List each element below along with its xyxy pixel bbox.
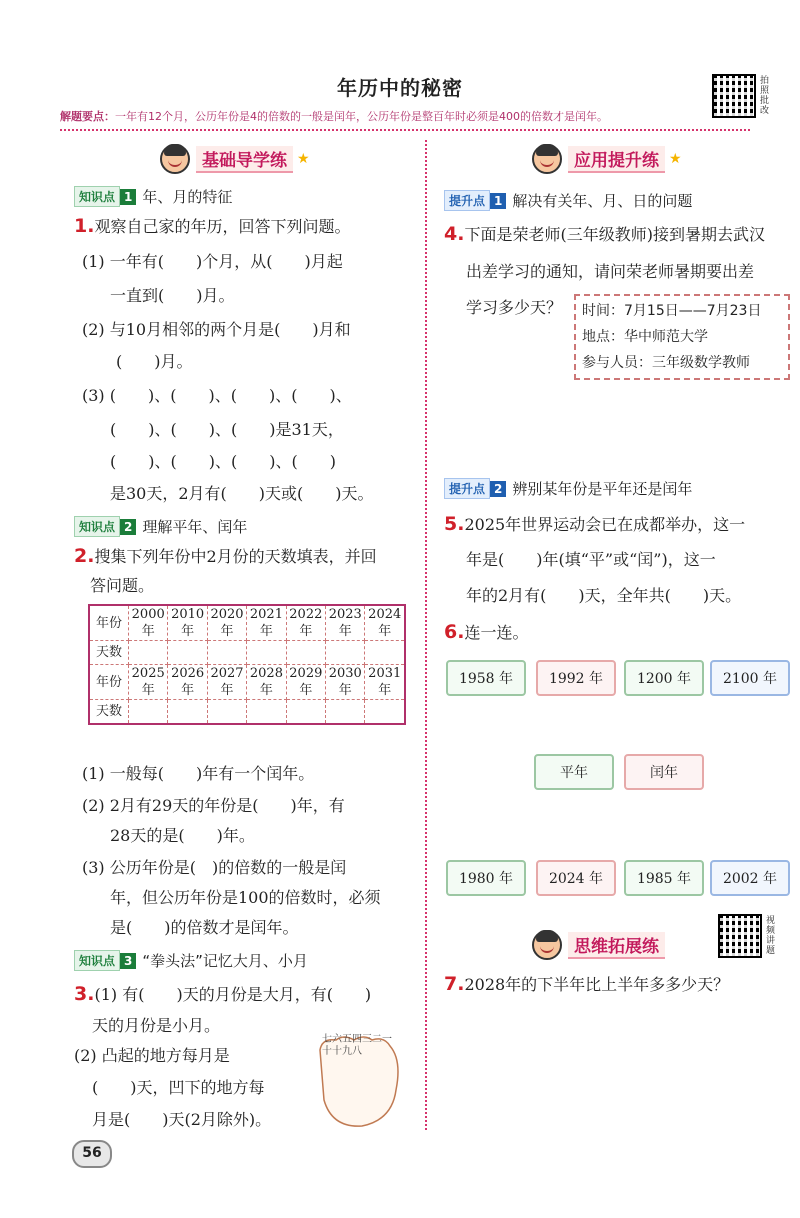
- q1-line: ( )月。: [116, 352, 193, 371]
- kp-text: “拳头法”记忆大月、小月: [142, 952, 308, 970]
- q1-stem-text: 观察自己家的年历，回答下列问题。: [94, 217, 351, 236]
- question-number: 5.: [444, 513, 465, 535]
- tp-text: 解决有关年、月、日的问题: [512, 192, 693, 210]
- kp-tag: 知识点: [74, 186, 120, 207]
- question-number: 2.: [74, 545, 95, 567]
- kp-num: 2: [120, 519, 136, 535]
- knowledge-point-1: [74, 186, 232, 207]
- year-cell: 2030 年: [326, 665, 365, 700]
- year-card[interactable]: 2100 年: [710, 660, 790, 696]
- star-icon: ★: [669, 151, 682, 167]
- notice-box: [574, 294, 790, 380]
- year-card[interactable]: 2002 年: [710, 860, 790, 896]
- q2-sub: 年，但公历年份是100的倍数时，必须: [110, 888, 381, 907]
- q5-line: [444, 514, 745, 535]
- section-extend-title: 思维拓展练: [568, 932, 665, 959]
- q3-line: ( )天，凹下的地方每: [92, 1078, 265, 1097]
- tp-tag: 提升点: [444, 190, 490, 211]
- kid-face-icon: [532, 144, 562, 174]
- q1-line: ( )、( )、( )是31天，: [110, 420, 344, 439]
- section-basic-title: 基础导学练: [196, 146, 293, 173]
- kp-tag: 知识点: [74, 950, 120, 971]
- knowledge-point-2: [74, 516, 247, 537]
- tips-text: 一年有12个月，公历年份是4的倍数的一般是闰年，公历年份是整百年时必须是400的倍数才是闰年。: [115, 110, 608, 123]
- qr-label: 视频讲题: [766, 916, 776, 956]
- q2-sub: (2) 2月有29天的年份是( )年，有: [82, 796, 345, 815]
- kid-face-icon: [160, 144, 190, 174]
- q3-text: (1) 有( )天的月份是大月，有( ): [94, 985, 372, 1004]
- year-cell: 2031 年: [365, 665, 405, 700]
- question-number: 7.: [444, 973, 465, 995]
- section-basic: [160, 142, 310, 176]
- section-applied: [532, 142, 682, 176]
- q6-text: 连一连。: [464, 623, 529, 642]
- section-applied-title: 应用提升练: [568, 146, 665, 173]
- row-header: 天数: [89, 700, 129, 725]
- tp-text: 辨别某年份是平年还是闰年: [512, 480, 693, 498]
- q5-text: 2025年世界运动会已在成都举办，这一: [464, 515, 746, 534]
- q1-line: (3) ( )、( )、( )、( )、: [82, 386, 352, 405]
- q5-line: 年的2月有( )天，全年共( )天。: [466, 586, 742, 605]
- q4-line: 出差学习的通知，请问荣老师暑期要出差: [466, 262, 755, 281]
- q2-sub: 28天的是( )年。: [110, 826, 255, 845]
- year-cell: 2025 年: [129, 665, 168, 700]
- year-cell: 2000 年: [129, 605, 168, 641]
- year-cell: 2024 年: [365, 605, 405, 641]
- q2-stem-text: 搜集下列年份中2月份的天数填表，并回: [94, 547, 377, 566]
- q1-line: 是30天，2月有( )天或( )天。: [110, 484, 374, 503]
- days-input-cell[interactable]: [207, 700, 246, 725]
- improvement-point-1: [444, 190, 692, 211]
- kp-text: 理解平年、闰年: [142, 518, 248, 536]
- q3-line: 月是( )天(2月除外)。: [92, 1110, 272, 1129]
- q4-line: 学习多少天？: [466, 298, 563, 317]
- days-input-cell[interactable]: [168, 700, 207, 725]
- year-card[interactable]: 2024 年: [536, 860, 616, 896]
- knowledge-point-3: [74, 950, 308, 971]
- q1-stem: [74, 216, 350, 237]
- q4-line: [444, 224, 765, 245]
- question-number: 6.: [444, 621, 465, 643]
- q1-line: (2) 与10月相邻的两个月是( )月和: [82, 320, 351, 339]
- year-cell: 2022 年: [286, 605, 325, 641]
- days-input-cell[interactable]: [168, 641, 207, 665]
- q7-text: 2028年的下半年比上半年多多少天？: [464, 975, 730, 994]
- solution-tips: [60, 108, 750, 131]
- q2-stem: [74, 546, 377, 567]
- q5-line: 年是( )年(填“平”或“闰”)，这一: [466, 550, 716, 569]
- column-divider: [425, 140, 427, 1130]
- days-input-cell[interactable]: [129, 641, 168, 665]
- days-input-cell[interactable]: [326, 641, 365, 665]
- tp-num: 2: [490, 481, 506, 497]
- page-number: 56: [72, 1140, 112, 1168]
- year-cell: 2029 年: [286, 665, 325, 700]
- q3-line: (2) 凸起的地方每月是: [74, 1046, 230, 1065]
- year-cell: 2021 年: [247, 605, 286, 641]
- kid-face-icon: [532, 930, 562, 960]
- notice-place: 地点：华中师范大学: [582, 329, 708, 345]
- days-input-cell[interactable]: [365, 641, 405, 665]
- days-input-cell[interactable]: [129, 700, 168, 725]
- fist-illustration: [312, 1030, 404, 1130]
- page-title: 年历中的秘密: [337, 76, 463, 100]
- q4-text: 下面是荣老师(三年级教师)接到暑期去武汉: [464, 225, 765, 244]
- fist-month-labels: 七六五四三二一 十十九八: [322, 1034, 392, 1057]
- q1-line: 一直到( )月。: [110, 286, 235, 305]
- q2-sub: 是( )的倍数才是闰年。: [110, 918, 299, 937]
- tp-tag: 提升点: [444, 478, 490, 499]
- qr-label: 拍照批改: [760, 76, 770, 116]
- year-cell: 2010 年: [168, 605, 207, 641]
- days-input-cell[interactable]: [365, 700, 405, 725]
- row-header: 天数: [89, 641, 129, 665]
- kp-text: 年、月的特征: [142, 188, 233, 206]
- tp-num: 1: [490, 193, 506, 209]
- days-input-cell[interactable]: [207, 641, 246, 665]
- type-card-common-year[interactable]: 平年: [534, 754, 614, 790]
- year-cell: 2028 年: [247, 665, 286, 700]
- days-input-cell[interactable]: [326, 700, 365, 725]
- year-card[interactable]: 1992 年: [536, 660, 616, 696]
- year-card[interactable]: 1985 年: [624, 860, 704, 896]
- q7-line: [444, 974, 729, 995]
- notice-participants: 参与人员：三年级数学教师: [582, 355, 750, 371]
- star-icon: ★: [297, 151, 310, 167]
- days-input-cell[interactable]: [286, 700, 325, 725]
- q3-line: [74, 984, 371, 1005]
- year-cell: 2027 年: [207, 665, 246, 700]
- year-cell: 2020 年: [207, 605, 246, 641]
- year-card[interactable]: 1200 年: [624, 660, 704, 696]
- kp-num: 1: [120, 189, 136, 205]
- question-number: 1.: [74, 215, 95, 237]
- tips-label: 解题要点：: [60, 110, 115, 123]
- question-number: 3.: [74, 983, 95, 1005]
- type-card-leap-year[interactable]: 闰年: [624, 754, 704, 790]
- days-input-cell[interactable]: [247, 700, 286, 725]
- qr-code-video[interactable]: [718, 914, 762, 958]
- year-cell: 2026 年: [168, 665, 207, 700]
- q1-line: ( )、( )、( )、( ): [110, 452, 336, 471]
- days-input-cell[interactable]: [247, 641, 286, 665]
- section-extend: [532, 928, 665, 962]
- q2-sub: (3) 公历年份是( )的倍数的一般是闰: [82, 858, 347, 877]
- days-input-cell[interactable]: [286, 641, 325, 665]
- kp-num: 3: [120, 953, 136, 969]
- question-number: 4.: [444, 223, 465, 245]
- year-card[interactable]: 1958 年: [446, 660, 526, 696]
- row-header: 年份: [89, 605, 129, 641]
- year-card[interactable]: 1980 年: [446, 860, 526, 896]
- notice-time: 时间：7月15日——7月23日: [582, 303, 762, 319]
- q1-line: (1) 一年有( )个月，从( )月起: [82, 252, 343, 271]
- q2-stem-cont: 答问题。: [90, 576, 155, 595]
- year-days-table: [88, 604, 406, 725]
- q3-line: 天的月份是小月。: [92, 1016, 221, 1035]
- q2-sub: (1) 一般每( )年有一个闰年。: [82, 764, 315, 783]
- kp-tag: 知识点: [74, 516, 120, 537]
- year-cell: 2023 年: [326, 605, 365, 641]
- row-header: 年份: [89, 665, 129, 700]
- q6-stem: [444, 622, 528, 643]
- improvement-point-2: [444, 478, 692, 499]
